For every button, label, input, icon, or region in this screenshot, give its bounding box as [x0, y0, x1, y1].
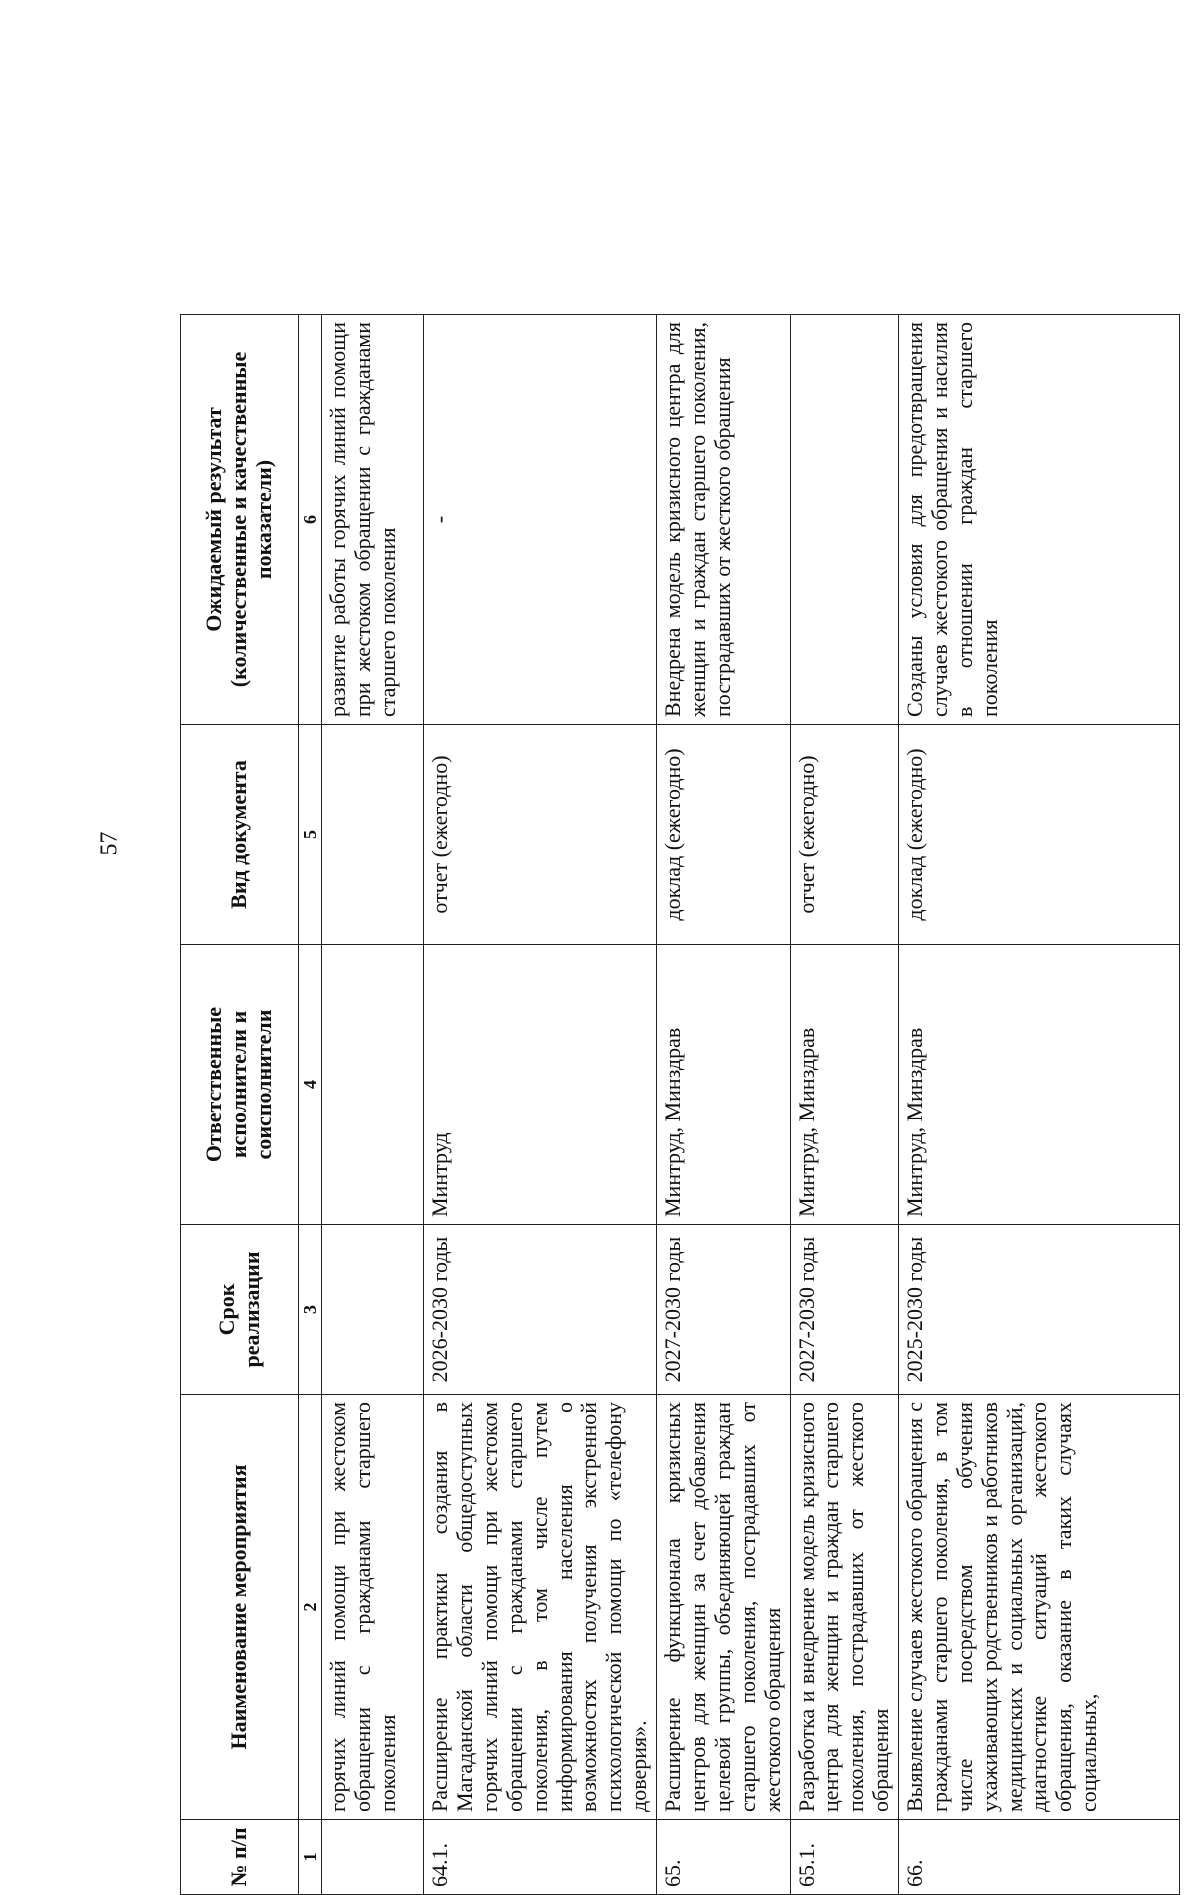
document-sheet [180, 315, 1180, 1895]
table-row [790, 315, 898, 1895]
column-number: 1 [299, 1820, 322, 1895]
table-row [657, 315, 790, 1895]
header-number: № п/п [181, 1820, 299, 1895]
table-row [899, 315, 1180, 1895]
row-number: 66. [899, 1820, 1180, 1895]
row-period: 2025-2030 годы [899, 1225, 1180, 1395]
header-period: Срок реализации [181, 1225, 299, 1395]
table-header-row [181, 315, 299, 1895]
row-executors: Минтруд, Минздрав [899, 945, 1180, 1225]
row-name: Расширение функционала кризисных центров для женщин за счет добавления целевой группы, объединяющей граждан старшего поколения, пострадавших от жестокого обращения [657, 1395, 790, 1820]
row-number: 65. [657, 1820, 790, 1895]
table-row [424, 315, 657, 1895]
row-name: Выявление случаев жестокого обращения с гражданами старшего поколения, в том числе посредством обучения ухаживающих родственников и работников медицинских и социальных организаций, диагностике ситуаций жестокого обращения, оказание в таких случаях социальных, [899, 1395, 1180, 1820]
row-document [322, 725, 424, 945]
header-document: Вид документа [181, 725, 299, 945]
row-name: Расширение практики создания в Магаданской области общедоступных горячих линий помощи при жестоком обращении с гражданами старшего поколения, в том числе путем информирования населения о возможностях получения экстренной психологической помощи по «телефону доверия». [424, 1395, 657, 1820]
header-executors: Ответственные исполнители и соисполнители [181, 945, 299, 1225]
row-executors [322, 945, 424, 1225]
header-name: Наименование мероприятия [181, 1395, 299, 1820]
column-number: 6 [299, 315, 322, 725]
row-number: 65.1. [790, 1820, 898, 1895]
row-period [322, 1225, 424, 1395]
row-document: доклад (ежегодно) [899, 725, 1180, 945]
row-name: Разработка и внедрение модель кризисного центра для женщин и граждан старшего поколения, пострадавших от жесткого обращения [790, 1395, 898, 1820]
column-number: 5 [299, 725, 322, 945]
row-document: доклад (ежегодно) [657, 725, 790, 945]
row-period: 2027-2030 годы [657, 1225, 790, 1395]
row-executors: Минтруд, Минздрав [657, 945, 790, 1225]
row-number: 64.1. [424, 1820, 657, 1895]
row-name: горячих линий помощи при жестоком обращении с гражданами старшего поколения [322, 1395, 424, 1820]
row-document: отчет (ежегодно) [424, 725, 657, 945]
row-executors: Минтруд [424, 945, 657, 1225]
column-number: 2 [299, 1395, 322, 1820]
column-number: 4 [299, 945, 322, 1225]
row-executors: Минтруд, Минздрав [790, 945, 898, 1225]
row-result: - [424, 315, 657, 725]
row-period: 2026-2030 годы [424, 1225, 657, 1395]
row-result: Созданы условия для предотвращения случаев жестокого обращения и насилия в отношении граждан старшего поколения [899, 315, 1180, 725]
row-result: Внедрена модель кризисного центра для женщин и граждан старшего поколения, пострадавших от жесткого обращения [657, 315, 790, 725]
table-row [322, 315, 424, 1895]
measures-table [180, 314, 1180, 1895]
column-number-row [299, 315, 322, 1895]
column-number: 3 [299, 1225, 322, 1395]
row-period: 2027-2030 годы [790, 1225, 898, 1395]
row-result [790, 315, 898, 725]
row-document: отчет (ежегодно) [790, 725, 898, 945]
header-result: Ожидаемый результат (количественные и качественные показатели) [181, 315, 299, 725]
row-result: развитие работы горячих линий помощи при жестоком обращении с гражданами старшего поколения [322, 315, 424, 725]
page-number: 57 [96, 831, 123, 856]
row-number [322, 1820, 424, 1895]
